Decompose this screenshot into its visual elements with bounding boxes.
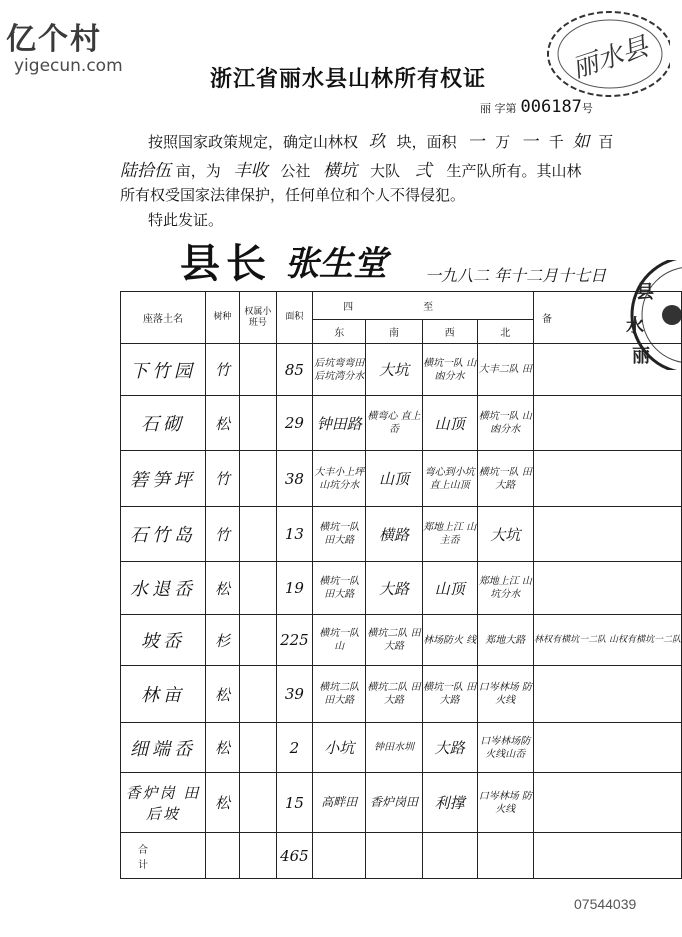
- table-row: [121, 562, 682, 615]
- cell-area: 39: [276, 666, 313, 723]
- cell-south: 横坑二队 田大路: [366, 666, 422, 723]
- brigade-name: 横坑: [323, 161, 358, 181]
- body-text: 生产队所有。其山林: [446, 162, 582, 180]
- cell-east: 横坑一队 田大路: [313, 562, 366, 615]
- cell-owner: [240, 615, 276, 666]
- cell-south: 香炉岗田: [366, 773, 422, 833]
- area-digit: 一: [467, 132, 485, 152]
- cell-south: 横坑二队 田大路: [366, 615, 422, 666]
- header-tree: 树种: [205, 292, 239, 344]
- body-text: 万: [495, 133, 511, 151]
- cell-note: [534, 773, 682, 833]
- cell-owner: [240, 723, 276, 773]
- header-east: 东: [313, 320, 366, 344]
- county-head-label: 县长: [180, 240, 272, 287]
- cell-tree: 杉: [205, 615, 239, 666]
- cell-north: 大丰二队 田: [477, 344, 533, 396]
- team-number: 弍: [414, 161, 432, 181]
- land-table: [120, 291, 682, 879]
- cell-name: 细端岙: [121, 723, 206, 773]
- header-note: 备: [534, 292, 682, 344]
- header-south: 南: [366, 320, 422, 344]
- cell-name: 箬笋坪: [121, 451, 206, 507]
- svg-text:县: 县: [636, 282, 654, 303]
- cell-name: 林亩: [121, 666, 206, 723]
- body-text: 大队: [369, 162, 400, 180]
- issue-date: 一九八二 年十二月十七日: [425, 266, 607, 285]
- cell-area: 2: [276, 723, 313, 773]
- cell-name: 水退岙: [121, 562, 206, 615]
- cell-note: [534, 396, 682, 451]
- body-text: 千: [548, 133, 564, 151]
- cell-owner: [240, 396, 276, 451]
- cell-north: 大坑: [477, 507, 533, 562]
- cell-west: 弯心到小坑 直上山顶: [422, 451, 477, 507]
- cell-area: 19: [276, 562, 313, 615]
- table-row: [121, 344, 682, 396]
- svg-text:水: 水: [626, 316, 644, 337]
- cell-name: 香炉岗 田后坡: [121, 773, 206, 833]
- cell-name: 坡岙: [121, 615, 206, 666]
- cell-note: 林权有横坑一二队 山权有横坑一二队: [534, 615, 682, 666]
- body-text: 块，面积: [396, 133, 457, 151]
- cell-area: 38: [276, 451, 313, 507]
- cell-north: 横坑一队 山凼分水: [477, 396, 533, 451]
- cell-east: 小坑: [313, 723, 366, 773]
- body-text: 按照国家政策规定，确定山林权: [148, 133, 359, 151]
- header-north: 北: [477, 320, 533, 344]
- cell-tree: 松: [205, 562, 239, 615]
- certificate-number: [480, 97, 593, 117]
- cell-north: 口岑林场防 火线山岙: [477, 723, 533, 773]
- body-line-3: 所有权受国家法律保护，任何单位和个人不得侵犯。: [120, 186, 466, 204]
- cell-tree: 松: [205, 723, 239, 773]
- cell-north: 口岑林场 防火线: [477, 666, 533, 723]
- cell-owner: [240, 773, 276, 833]
- header-area: 面积: [276, 292, 313, 344]
- cell-east: 钟田路: [313, 396, 366, 451]
- body-text: 公社: [280, 162, 311, 180]
- cell-area: 13: [276, 507, 313, 562]
- cert-number: 006187: [520, 97, 582, 117]
- header-boundary: 四至: [313, 292, 534, 320]
- cell-north: 郑地上江 山坑分水: [477, 562, 533, 615]
- cell-note: [534, 562, 682, 615]
- cell-tree: 松: [205, 396, 239, 451]
- cell-north: 口岑林场 防火线: [477, 773, 533, 833]
- total-label: 合 计: [121, 833, 206, 879]
- table-row: [121, 666, 682, 723]
- svg-text:丽水县: 丽水县: [568, 31, 653, 85]
- header-owner: 权属小班号: [240, 292, 276, 344]
- cell-south: 钟田水圳: [366, 723, 422, 773]
- body-line-1: [148, 127, 613, 152]
- body-line-4: 特此发证。: [148, 211, 224, 229]
- cell-west: 横坑一队 山凼分水: [422, 344, 477, 396]
- cell-note: [534, 666, 682, 723]
- cell-south: 横弯心 直上岙: [366, 396, 422, 451]
- table-row: [121, 773, 682, 833]
- cell-tree: 松: [205, 666, 239, 723]
- cell-name: 下竹园: [121, 344, 206, 396]
- body-text: 百: [598, 133, 614, 151]
- table-row: [121, 451, 682, 507]
- table-row: [121, 507, 682, 562]
- table-row: [121, 396, 682, 451]
- cell-note: [534, 723, 682, 773]
- table-row: [121, 615, 682, 666]
- cell-owner: [240, 562, 276, 615]
- cert-suffix: 号: [581, 102, 593, 115]
- total-area: 465: [276, 833, 313, 879]
- cell-east: 大丰小上坪 山坑分水: [313, 451, 366, 507]
- cell-area: 15: [276, 773, 313, 833]
- cell-note: [534, 344, 682, 396]
- cell-south: 大坑: [366, 344, 422, 396]
- cell-note: [534, 451, 682, 507]
- area-digit: 如: [572, 132, 590, 152]
- table-total-row: [121, 833, 682, 879]
- cell-west: 郑地上江 山主岙: [422, 507, 477, 562]
- cell-area: 225: [276, 615, 313, 666]
- cell-east: 高畔田: [313, 773, 366, 833]
- cell-east: 横坑一队 田大路: [313, 507, 366, 562]
- cell-area: 29: [276, 396, 313, 451]
- cell-south: 横路: [366, 507, 422, 562]
- svg-text:丽: 丽: [632, 346, 650, 367]
- cell-owner: [240, 344, 276, 396]
- header-west: 西: [422, 320, 477, 344]
- cell-north: 郑地大路: [477, 615, 533, 666]
- cert-prefix: 丽 字第: [480, 102, 517, 115]
- body-text: 亩，为: [175, 162, 221, 180]
- cell-tree: 竹: [205, 344, 239, 396]
- cell-east: 后坑弯弯田 后坑湾分水: [313, 344, 366, 396]
- watermark-site: yigecun.com: [14, 56, 123, 76]
- cell-west: 横坑一队 田大路: [422, 666, 477, 723]
- signature: 张生堂: [285, 244, 387, 284]
- cell-area: 85: [276, 344, 313, 396]
- cell-west: 利撑: [422, 773, 477, 833]
- document-title: 浙江省丽水县山林所有权证: [210, 66, 487, 92]
- cell-west: 山顶: [422, 396, 477, 451]
- cell-tree: 竹: [205, 451, 239, 507]
- cell-east: 横坑二队 田大路: [313, 666, 366, 723]
- cell-tree: 竹: [205, 507, 239, 562]
- body-line-2: [120, 156, 582, 181]
- serial-number: 07544039: [574, 896, 637, 912]
- stamp-top-seal: [540, 8, 670, 104]
- cell-name: 石竹岛: [121, 507, 206, 562]
- cell-owner: [240, 666, 276, 723]
- commune-name: 丰收: [233, 161, 268, 181]
- cell-owner: [240, 451, 276, 507]
- watermark-brand: 亿个村: [6, 22, 102, 57]
- table-row: [121, 723, 682, 773]
- plot-count: 玖: [368, 132, 386, 152]
- cell-name: 石砌: [121, 396, 206, 451]
- area-tens: 陆拾伍: [120, 161, 171, 181]
- cell-tree: 松: [205, 773, 239, 833]
- cell-south: 大路: [366, 562, 422, 615]
- cell-note: [534, 507, 682, 562]
- cell-west: 林场防火 线: [422, 615, 477, 666]
- area-digit: 一: [520, 132, 538, 152]
- cell-east: 横坑一队 山: [313, 615, 366, 666]
- cell-west: 大路: [422, 723, 477, 773]
- header-name: 座落土名: [121, 292, 206, 344]
- cell-south: 山顶: [366, 451, 422, 507]
- cell-west: 山顶: [422, 562, 477, 615]
- cell-owner: [240, 507, 276, 562]
- cell-north: 横坑一队 田大路: [477, 451, 533, 507]
